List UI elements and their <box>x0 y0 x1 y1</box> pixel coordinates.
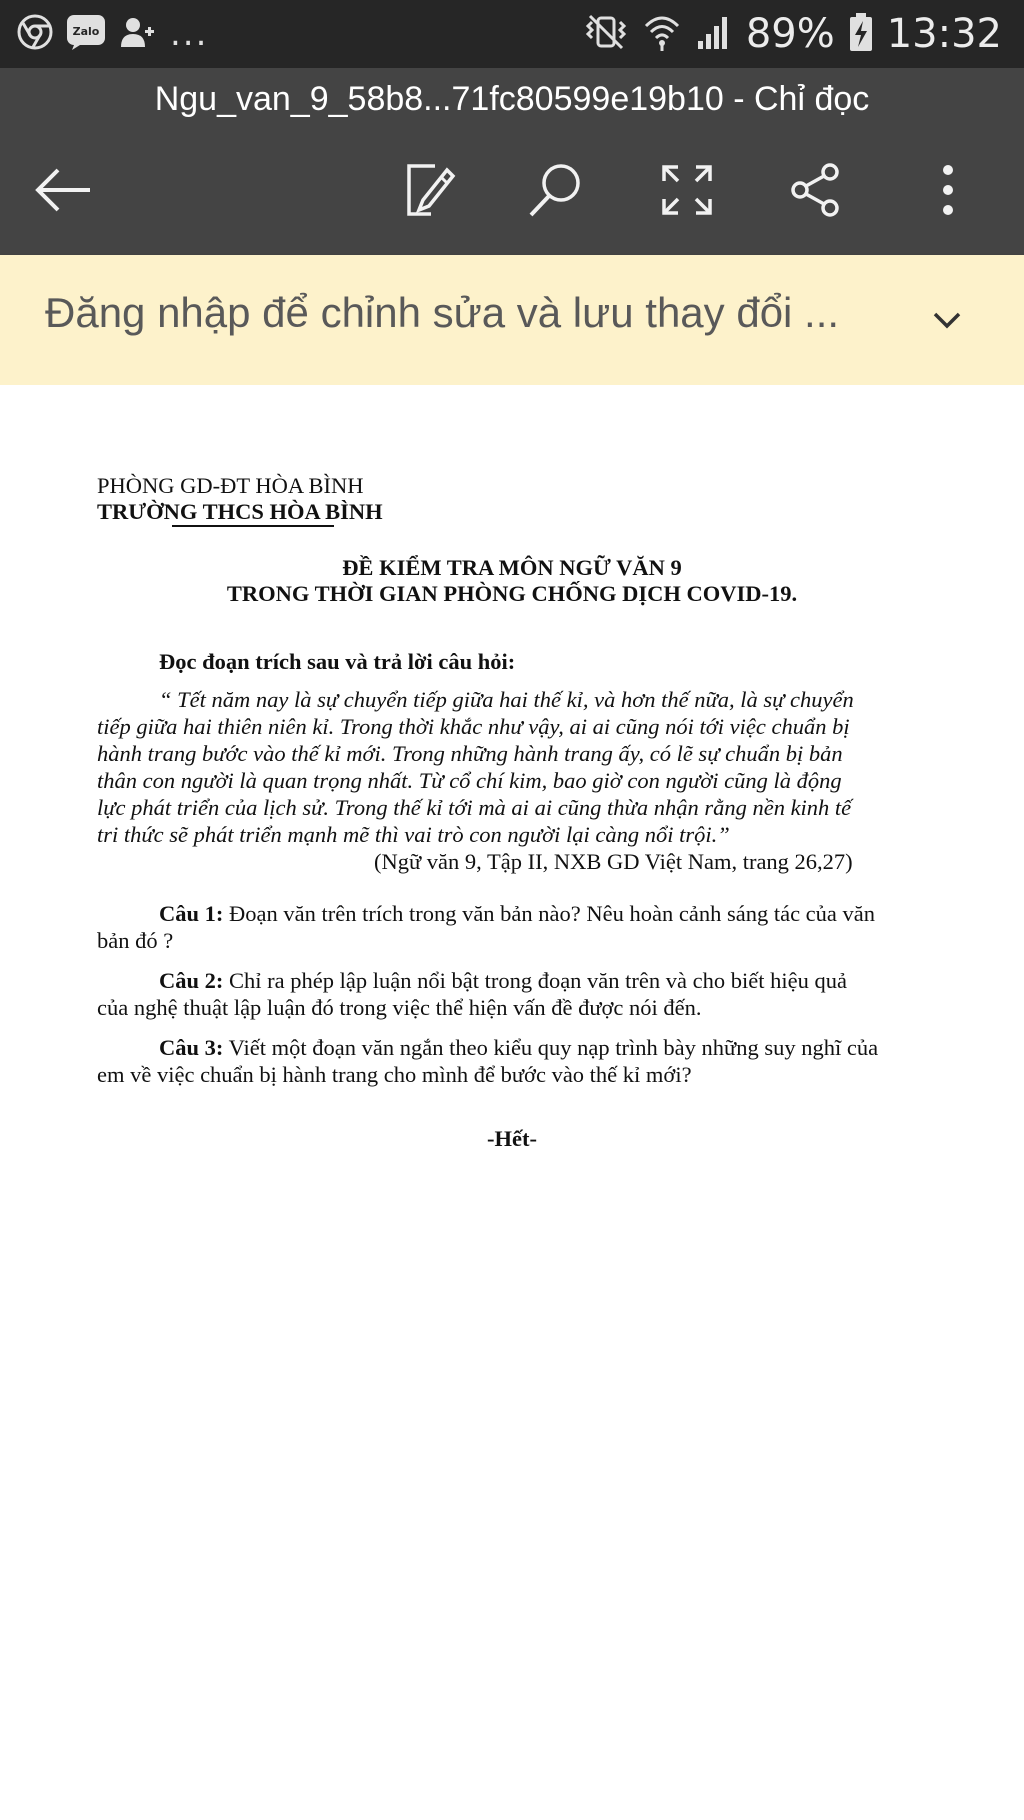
doc-instruction: Đọc đoạn trích sau và trả lời câu hỏi: <box>159 649 516 674</box>
doc-department: PHÒNG GD-ĐT HÒA BÌNH <box>97 473 364 498</box>
passage-line: lực phát triển của lịch sử. Trong thế kỉ tới mà ai ai cũng thừa nhận rằng nền kinh tế <box>97 795 852 820</box>
fullscreen-icon <box>660 163 714 222</box>
question-2-cont: của nghệ thuật lập luận đó trong việc thể hiện vấn đề được nói đến. <box>97 995 702 1020</box>
edit-icon <box>401 162 457 223</box>
question-label: Câu 3: <box>159 1035 224 1060</box>
search-icon <box>527 161 585 224</box>
passage-line: hành trang bước vào thế kỉ mới. Trong những hành trang ấy, có lẽ sự chuẩn bị bản <box>97 741 843 766</box>
document-title: Ngu_van_9_58b8...71fc80599e19b10 - Chỉ đọc <box>154 79 870 118</box>
question-label: Câu 2: <box>159 968 224 993</box>
document-title-bar <box>0 68 1024 130</box>
wifi-icon <box>642 12 682 56</box>
question-text: Đoạn văn trên trích trong văn bản nào? Nêu hoàn cảnh sáng tác của văn <box>223 901 876 926</box>
sign-in-message[interactable]: Đăng nhập để chỉnh sửa và lưu thay đổi ... <box>45 289 840 336</box>
more-options-button[interactable] <box>916 160 980 224</box>
status-bar <box>0 0 1024 68</box>
passage-line: tri thức sẽ phát triển mạnh mẽ thì vai trò con người lại càng nổi trội.” <box>97 822 730 847</box>
sign-in-banner[interactable] <box>0 255 1024 385</box>
battery-charging-icon <box>849 12 873 56</box>
doc-title-line1: ĐỀ KIỂM TRA MÔN NGỮ VĂN 9 <box>342 555 682 580</box>
signal-icon <box>696 13 732 55</box>
question-text: Viết một đoạn văn ngắn theo kiểu quy nạp trình bày những suy nghĩ của <box>223 1035 879 1060</box>
search-button[interactable] <box>524 160 588 224</box>
doc-school: TRƯỜNG THCS HÒA BÌNH <box>97 499 383 524</box>
person-add-icon <box>118 13 156 55</box>
status-overflow: ... <box>170 14 209 54</box>
doc-title-line2: TRONG THỜI GIAN PHÒNG CHỐNG DỊCH COVID-19. <box>226 581 798 606</box>
question-1-cont: bản đó ? <box>97 928 174 953</box>
vibrate-mute-icon <box>584 12 628 56</box>
chrome-icon <box>16 13 54 55</box>
fullscreen-button[interactable] <box>655 160 719 224</box>
zalo-icon <box>66 14 106 54</box>
chevron-down-icon <box>922 332 972 349</box>
battery-percent: 89% <box>745 11 835 57</box>
edit-button[interactable] <box>397 160 461 224</box>
passage-source: (Ngữ văn 9, Tập II, NXB GD Việt Nam, trang 26,27) <box>374 849 853 874</box>
more-options-icon <box>938 162 958 223</box>
zalo-label: Zalo <box>72 25 100 38</box>
school-underline <box>172 525 334 527</box>
back-button[interactable] <box>32 160 96 224</box>
clock: 13:32 <box>886 11 1002 57</box>
toolbar <box>0 130 1024 255</box>
question-text: Chỉ ra phép lập luận nổi bật trong đoạn văn trên và cho biết hiệu quả <box>223 968 847 993</box>
passage-line: “ Tết năm nay là sự chuyển tiếp giữa hai thế kỉ, và hơn thế nữa, là sự chuyển <box>159 687 854 712</box>
question-label: Câu 1: <box>159 901 224 926</box>
passage-line: tiếp giữa hai thiên niên kỉ. Trong thời khắc như vậy, ai ai cũng nói tới việc chuẩn bị <box>97 714 850 739</box>
document-page[interactable] <box>0 385 1024 1820</box>
question-2 <box>159 968 847 994</box>
question-3-cont: em về việc chuẩn bị hành trang cho mình để bước vào thế kỉ mới? <box>97 1062 692 1087</box>
question-1 <box>159 901 875 927</box>
question-3 <box>159 1035 878 1061</box>
banner-expand-button[interactable] <box>922 295 972 345</box>
share-button[interactable] <box>784 160 848 224</box>
doc-end: -Hết- <box>487 1126 537 1151</box>
passage-line: thân con người là quan trọng nhất. Từ cổ chí kim, bao giờ con người cũng là động <box>97 768 842 793</box>
share-icon <box>788 162 844 223</box>
back-arrow-icon <box>34 166 94 219</box>
